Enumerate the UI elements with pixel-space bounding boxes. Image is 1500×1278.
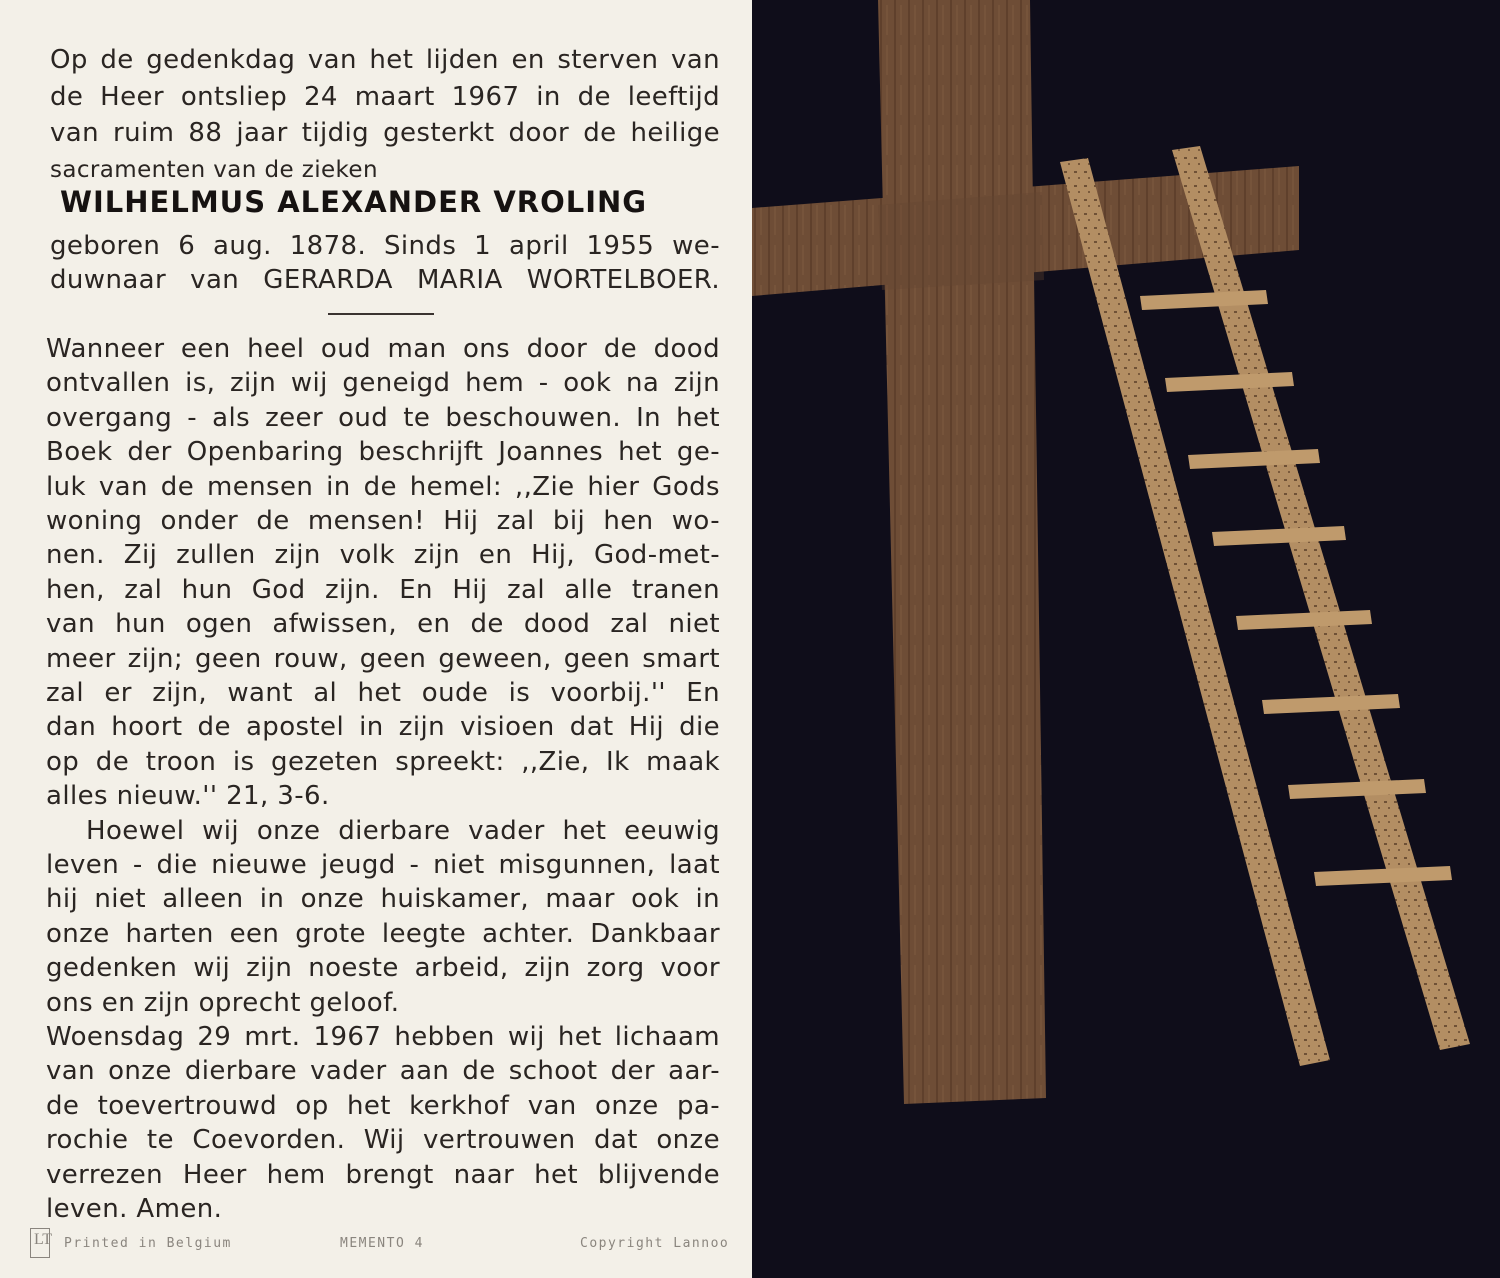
body-line: ontvallen is, zijn wij geneigd hem - ook na zijn xyxy=(46,368,720,399)
printed-in-belgium: Printed in Belgium xyxy=(64,1236,232,1251)
body-line: verrezen Heer hem brengt naar het blijvende xyxy=(46,1159,720,1190)
separator-rule xyxy=(328,313,434,315)
body-line: rochie te Coevorden. Wij vertrouwen dat onze xyxy=(46,1125,720,1156)
body-line: ons en zijn oprecht geloof. xyxy=(46,987,400,1018)
body-line: hen, zal hun God zijn. En Hij zal alle tranen xyxy=(46,574,720,605)
body-line: van hun ogen afwissen, en de dood zal niet xyxy=(46,609,720,640)
body-line: alles nieuw.'' 21, 3-6. xyxy=(46,781,330,812)
memento-series: MEMENTO 4 xyxy=(340,1236,424,1251)
deceased-name: WILHELMUS ALEXANDER VROLING xyxy=(60,185,648,219)
copyright: Copyright Lannoo xyxy=(580,1236,730,1251)
p2-line: duwnaar van GERARDA MARIA WORTELBOER. xyxy=(50,265,720,295)
body-line: de toevertrouwd op het kerkhof van onze pa- xyxy=(46,1090,720,1121)
publisher-logo: LT xyxy=(30,1228,50,1258)
cross-ladder-image xyxy=(752,0,1500,1278)
cross-ladder-icon xyxy=(752,0,1500,1278)
body-line: van onze dierbare vader aan de schoot der aar- xyxy=(46,1056,720,1087)
cross-vertical-beam xyxy=(878,0,1046,1104)
body-line: leven - die nieuwe jeugd - niet misgunnen, laat xyxy=(46,850,720,880)
ladder-right-rail xyxy=(1172,146,1470,1050)
p2-line: geboren 6 aug. 1878. Sinds 1 april 1955 we- xyxy=(50,231,720,261)
body-line: woning onder de mensen! Hij zal bij hen wo- xyxy=(46,506,720,536)
body-line: leven. Amen. xyxy=(46,1194,223,1224)
body-line: hij niet alleen in onze huiskamer, maar ook in xyxy=(46,884,720,915)
body-line: zal er zijn, want al het oude is voorbij.'' En xyxy=(46,678,720,708)
body-line: dan hoort de apostel in zijn visioen dat Hij die xyxy=(46,712,720,743)
body-line: meer zijn; geen rouw, geen geween, geen smart xyxy=(46,643,720,674)
body-line: luk van de mensen in de hemel: ,,Zie hier Gods xyxy=(46,471,720,502)
p1-line: de Heer ontsliep 24 maart 1967 in de leeftijd xyxy=(50,81,720,112)
body-line: nen. Zij zullen zijn volk zijn en Hij, God-met- xyxy=(46,540,720,571)
body-line: onze harten een grote leegte achter. Dankbaar xyxy=(46,918,720,949)
body-line: Wanneer een heel oud man ons door de dood xyxy=(46,334,720,364)
body-line: Hoewel wij onze dierbare vader het eeuwig xyxy=(86,815,720,846)
p1-line: Op de gedenkdag van het lijden en sterven van xyxy=(50,45,720,75)
body-line: op de troon is gezeten spreekt: ,,Zie, Ik maak xyxy=(46,746,720,777)
body-line: gedenken wij zijn noeste arbeid, zijn zorg voor xyxy=(46,953,720,984)
body-line: overgang - als zeer oud te beschouwen. In het xyxy=(46,402,720,433)
body-line: Boek der Openbaring beschrijft Joannes het ge- xyxy=(46,437,720,468)
p1-line: sacramenten van de zieken xyxy=(50,156,378,183)
body-line: Woensdag 29 mrt. 1967 hebben wij het lichaam xyxy=(46,1022,720,1052)
p1-line: van ruim 88 jaar tijdig gesterkt door de heilige xyxy=(50,118,720,148)
